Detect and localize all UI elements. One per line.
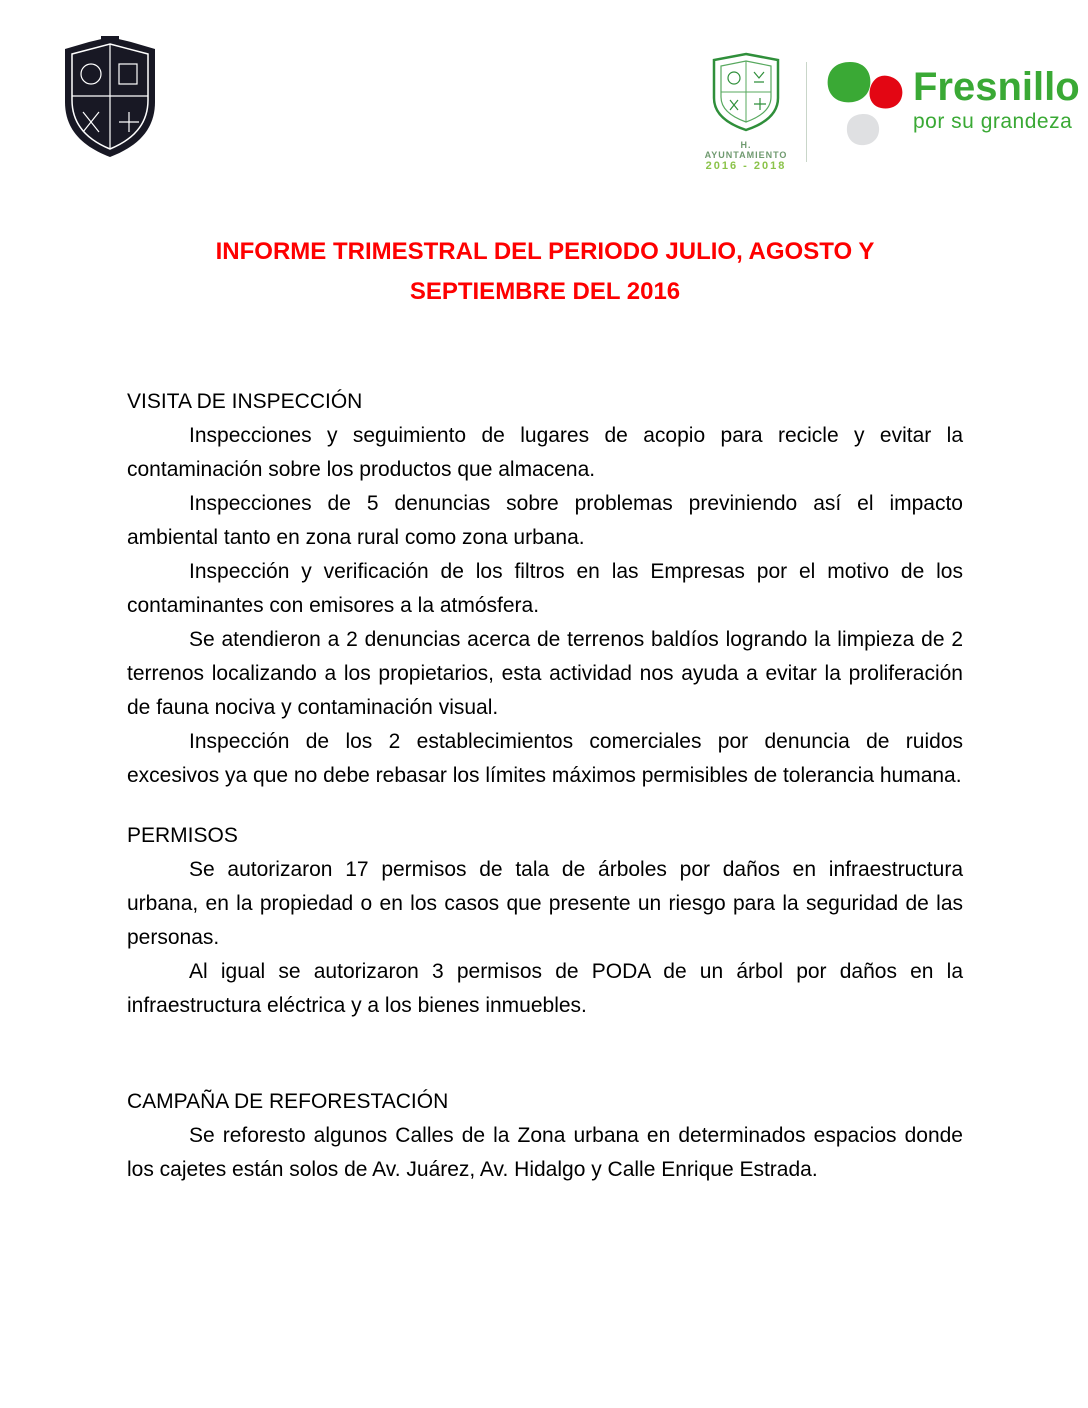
municipal-seal-logo (57, 34, 163, 165)
ayuntamiento-period: 2016 - 2018 (705, 160, 787, 172)
fresnillo-flower-logo (820, 58, 910, 163)
paragraph: Inspección y verificación de los filtros en las Empresas por el motivo de los contaminantes con emisores a la atmósfera. (127, 560, 963, 617)
ayuntamiento-logo (700, 52, 792, 172)
ayuntamiento-shield-icon (710, 52, 782, 132)
brand-name: Fresnillo (913, 65, 1080, 109)
municipal-crest-icon (57, 34, 163, 160)
section-heading: VISITA DE INSPECCIÓN (127, 390, 363, 413)
section-visita-de-inspeccion (127, 385, 963, 793)
report-title (127, 232, 963, 312)
paragraph: Se atendieron a 2 denuncias acerca de terrenos baldíos logrando la limpieza de 2 terrenos localizando a los propietarios, esta actividad nos ayuda a evitar la proliferación de fauna nociva y contaminación visual. (127, 628, 963, 719)
paragraph: Al igual se autorizaron 3 permisos de PODA de un árbol por daños en la infraestructura eléctrica y a los bienes inmuebles. (127, 960, 963, 1017)
ayuntamiento-label: H. AYUNTAMIENTO (704, 140, 788, 160)
paragraph: Se reforesto algunos Calles de la Zona urbana en determinados espacios donde los cajetes están solos de Av. Juárez, Av. Hidalgo y Calle Enrique Estrada. (127, 1124, 963, 1181)
section-campana-de-reforestacion (127, 1085, 963, 1187)
report-title-line1: INFORME TRIMESTRAL DEL PERIODO JULIO, AGOSTO Y (215, 238, 875, 265)
header-divider (806, 62, 807, 162)
brand-tagline: por su grandeza (913, 110, 1073, 133)
paragraph: Se autorizaron 17 permisos de tala de árboles por daños en infraestructura urbana, en la propiedad o en los casos que presente un riesgo para la seguridad de las personas. (127, 858, 963, 949)
paragraph: Inspecciones y seguimiento de lugares de acopio para recicle y evitar la contaminación sobre los productos que almacena. (127, 424, 963, 481)
document-content (127, 232, 963, 1187)
fresnillo-flower-icon (820, 58, 910, 158)
section-heading: PERMISOS (127, 824, 238, 847)
paragraph: Inspección de los 2 establecimientos comerciales por denuncia de ruidos excesivos ya que no debe rebasar los límites máximos permisibles de tolerancia humana. (127, 730, 963, 787)
section-heading: CAMPAÑA DE REFORESTACIÓN (127, 1090, 449, 1113)
paragraph: Inspecciones de 5 denuncias sobre problemas previniendo así el impacto ambiental tanto en zona rural como zona urbana. (127, 492, 963, 549)
report-title-line2: SEPTIEMBRE DEL 2016 (409, 278, 681, 305)
section-permisos (127, 819, 963, 1023)
fresnillo-wordmark (913, 66, 1080, 134)
